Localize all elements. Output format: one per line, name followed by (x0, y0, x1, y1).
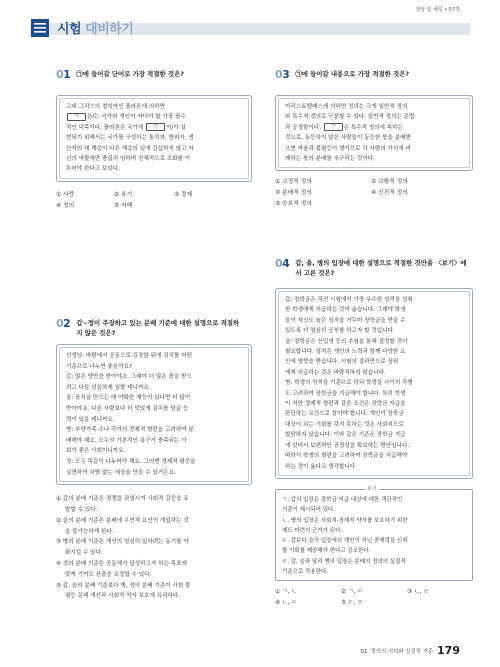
question-01 (56, 69, 252, 212)
question-number: 03 (275, 68, 290, 81)
dialogue-line: 필요합니다. 성적은 개인의 노력과 함께 다양한 요 (285, 349, 406, 356)
question-number: 01 (56, 68, 71, 81)
passage-line: 과 공정함이다. ㉠ 은 특수적 정의에 속하는 (285, 124, 403, 131)
bogi-line: ㄹ. 갑, 을과 달리 병의 입장은 분배의 정의의 실질적 (282, 558, 406, 565)
answer-option-line[interactable]: 평등 문제 개선과 사회적 약자 보호에 유리하다. (65, 593, 181, 600)
answer-option-line[interactable]: 화시킬 수 있다. (65, 550, 103, 557)
passage-line: 례하는 몫의 분배를 추구하는 것이다. (285, 156, 375, 163)
dialogue-box (275, 288, 473, 479)
question-text: 갑~정이 주장하고 있는 분배 기준에 대한 설명으로 적절하 지 않은 것은? (76, 319, 240, 337)
passage-line: 아리스토텔레스에 의하면 정의는 크게 일반적 정의 (285, 104, 408, 110)
dialogue-box (56, 344, 252, 485)
dialogue-line: 을: 음식을 만드는 데 악화한 재능이 있다면 더 많이 (66, 395, 191, 402)
passage-line: 현되기 위해서는 국가를 구성하는 통치자, 방위자, 생 (66, 135, 194, 142)
bogi-line: 할 기회를 제공해야 한다고 강조한다. (282, 548, 371, 555)
dialogue-line: 판단하는 요건으로 삼아야 합니다. 개인이 장학금 (285, 411, 404, 418)
bogi-line: 기준이 제시되어 있다. (282, 507, 336, 514)
choice[interactable]: ① ㄱ, ㄴ (275, 589, 297, 596)
dialogue-line: 력이 있을 테니까요. (66, 416, 115, 423)
dialogue-line: 선생님: 바람에서 공동으로 김장한 뒤에 김치를 어떤 (66, 353, 193, 359)
bogi-box (275, 485, 473, 581)
dialogue-line: 하는 것이 옳다고 생각합니다. (285, 463, 357, 470)
answer-choices (275, 177, 473, 210)
dialogue-line: 도 고려하여 장학금을 지급해야 합니다. 특히 학생 (285, 390, 406, 397)
answer-choices (275, 587, 473, 609)
dialogue-line: 이 처한 경제적 형편과 같은 조건은 장학금 지급을 (285, 401, 406, 408)
section-title-main: 시험 (57, 22, 82, 37)
passage-line: ㉠ 은/는 국가와 개인이 지녀야 할 가장 필수 (66, 112, 242, 122)
passage-line: 와 특수적 정의로 구분할 수 있다. 일반적 정의는 준법 (285, 114, 415, 121)
answer-option-line[interactable]: 발할 수 있다. (65, 506, 98, 513)
choice[interactable]: ④ 정의 (56, 202, 75, 209)
choice[interactable]: ① 교정적 정의 (275, 179, 312, 186)
answer-option-line[interactable]: ④ 정의 분배 기준은 공동체가 달성하고자 하는 목표에 (56, 560, 187, 567)
answer-choices (56, 190, 252, 212)
dialogue-line: 을: 장학금은 신입생 등의 추첨을 통해 결정할 것이 (285, 338, 408, 345)
book-icon (30, 17, 52, 39)
dialogue-line: 기준으로 나누면 좋을까요? (66, 363, 132, 370)
choice[interactable]: ④ ㄴ, ㄷ (275, 600, 297, 607)
choice[interactable]: ② 용기 (114, 191, 133, 198)
section-title (57, 18, 133, 37)
passage-box (56, 95, 252, 182)
answer-option-line[interactable]: ② 을의 분배 기준은 분배에 우연적 요인이 개입하는 것 (56, 517, 189, 524)
choice[interactable]: ⑤ 지혜 (114, 202, 133, 209)
dialogue-line: 갑: 많은 양만큼 받아야죠. 그래야 더 많은 몫을 받으 (66, 374, 192, 381)
blank-box: ㉠ (67, 113, 86, 121)
answer-option-line[interactable]: 맞게 기여도 산출을 조절할 수 있다. (65, 571, 152, 578)
dialogue-line: 회가 좋은 사회이니까요. (66, 448, 126, 455)
dialogue-line: 대상이 되는 기회를 갖지 못하는 것은 사회적으로 (285, 421, 404, 428)
passage-line: 으면 싸움과 불평등이 생기므로 각 사람의 가치에 비 (285, 145, 411, 152)
choice[interactable]: ③ ㄴ, ㄹ (407, 589, 429, 596)
passage-line: 고대 그리스의 철학자인 플라톤에 의하면 (66, 104, 165, 110)
dialogue-line: 배해야 해요. 모두의 기본적인 욕구가 충족되는 사 (66, 437, 187, 444)
question-text: ㉠에 들어갈 단어로 가장 적절한 것은? (76, 70, 184, 78)
section-header (0, 14, 500, 42)
choice[interactable]: ② 교환적 정의 (371, 179, 408, 186)
answer-option-line[interactable]: ⑤ 갑, 을의 분배 기준보다 병, 정의 분배 기준이 사회 불 (56, 582, 191, 589)
dialogue-line: 병: 학생의 성적을 기준으로 하되 학생들 사이의 차별 (285, 380, 413, 387)
dialogue-line: 합당하지 않습니다. 이와 같은 기준은 장학금 지급 (285, 432, 406, 439)
choice[interactable]: ⑤ ㄷ, ㄹ (341, 600, 363, 607)
dialogue-line: 있도록 더 열심히 공부를 하고자 할 것입니다. (285, 328, 395, 335)
dialogue-line: 인에 영향을 받습니다. 시험의 결과만으로 상위 (285, 359, 399, 366)
dialogue-line: 따라서 학생의 형편을 고려하여 장학금을 지급해야 (285, 453, 408, 460)
dialogue-line: 갑: 장학금은 직전 시험에서 가장 우수한 성적을 성취 (285, 297, 413, 303)
section-title-sub: 대비하기 (85, 22, 134, 37)
choice[interactable]: ① 사랑 (56, 191, 75, 198)
passage-line: 루어야 한다고 보았다. (66, 166, 120, 173)
dialogue-line: 실현하여 차별 없는 세상을 만들 수 있거든요. (66, 469, 176, 476)
bogi-line: ㄱ. 갑의 입장은 장학금 지급 대상에 대한 객관적인 (282, 496, 403, 503)
question-02 (56, 318, 252, 602)
question-04 (275, 258, 473, 609)
choice[interactable]: ② ㄱ, ㄷ (341, 589, 363, 596)
choice[interactable]: ③ 분배적 정의 (275, 190, 312, 197)
bogi-line: 기준으로 작용한다. (282, 568, 329, 575)
dialogue-line: 려고 다들 성실하게 일할 테니까요. (66, 384, 151, 391)
question-number: 02 (56, 317, 71, 330)
dialogue-line: 한 학생에게 지급하는 것이 옳습니다. 그래야 학생 (285, 307, 406, 314)
answer-option-line[interactable]: 을 불가능하게 한다. (65, 528, 114, 535)
page-number: 179 (437, 644, 460, 657)
question-text: ㉠에 들어갈 내용으로 가장 적절한 것은? (295, 70, 410, 78)
passage-box (275, 95, 473, 171)
passage-line: 신의 역할에만 충실히 임하며 전체적으로 조화를 이 (66, 156, 191, 163)
choice[interactable]: ③ 절제 (174, 191, 193, 198)
bogi-line: ㄷ. 갑보다 을의 입장에서 개인이 지닌 잠재력을 신뢰 (282, 538, 408, 545)
blank-box: ㉠ (146, 123, 165, 131)
bogi-line: ㄴ. 병의 입장은 사회적·경제적 약자를 보호하기 위한 (282, 517, 408, 524)
choice[interactable]: ④ 신진적 정의 (371, 190, 408, 197)
dialogue-line: 받아야죠. 다른 사람보다 더 맛있게 김치를 담글 능 (66, 405, 189, 412)
answer-option-line[interactable]: ③ 병의 분배 기준은 개인의 열심히 일하려는 동기를 약 (56, 539, 189, 546)
page-footer (360, 644, 460, 657)
question-03 (275, 69, 473, 210)
dialogue-line: 정: 모두 똑같이 나누어야 해요. 그러면 경제적 평등을 (66, 458, 196, 465)
blank-box: ㉠ (324, 123, 343, 131)
chapter-label: 01. 정의의 의미와 실질적 기준 (360, 648, 434, 655)
answer-options (56, 494, 252, 602)
passage-line: 것으로, 동등하지 않은 사람들이 동등한 몫을 분배받 (285, 135, 411, 142)
dialogue-line: 들이 자신도 높은 성적을 거두어 장학금을 받을 수 (285, 317, 406, 324)
bogi-line: 제도 마련의 근거가 된다. (282, 527, 343, 534)
dialogue-line: 병: 부양가족 수나 각자의 경제적 형편을 고려하여 분 (66, 427, 194, 434)
dialogue-line: 에게 지급하는 것은 바람직하지 않습니다. (285, 369, 386, 376)
bogi-label: 보기 (367, 485, 377, 492)
page-ref: 정답 및 해설 • 57쪽 (415, 7, 460, 13)
answer-option-line[interactable]: ① 갑의 분배 기준은 경쟁을 과열시켜 사회적 갈등을 유 (56, 496, 189, 503)
dialogue-line: 에 있어서 보편적인 공정성을 확보하는 방안입니다. (285, 442, 410, 449)
passage-line: 산자의 세 계층이 다른 계층의 일에 간섭하지 않고 자 (66, 145, 194, 152)
passage-line: 적인 덕목이다. 플라톤은 국가에 ㉠ 이/가 실 (66, 124, 186, 131)
choice[interactable]: ⑤ 응보적 정의 (275, 201, 312, 208)
question-number: 04 (275, 257, 290, 270)
question-text: 갑, 을, 병의 입장에 대한 설명으로 적절한 것만을 〈보기〉에 서 고른 것은? (295, 259, 467, 277)
